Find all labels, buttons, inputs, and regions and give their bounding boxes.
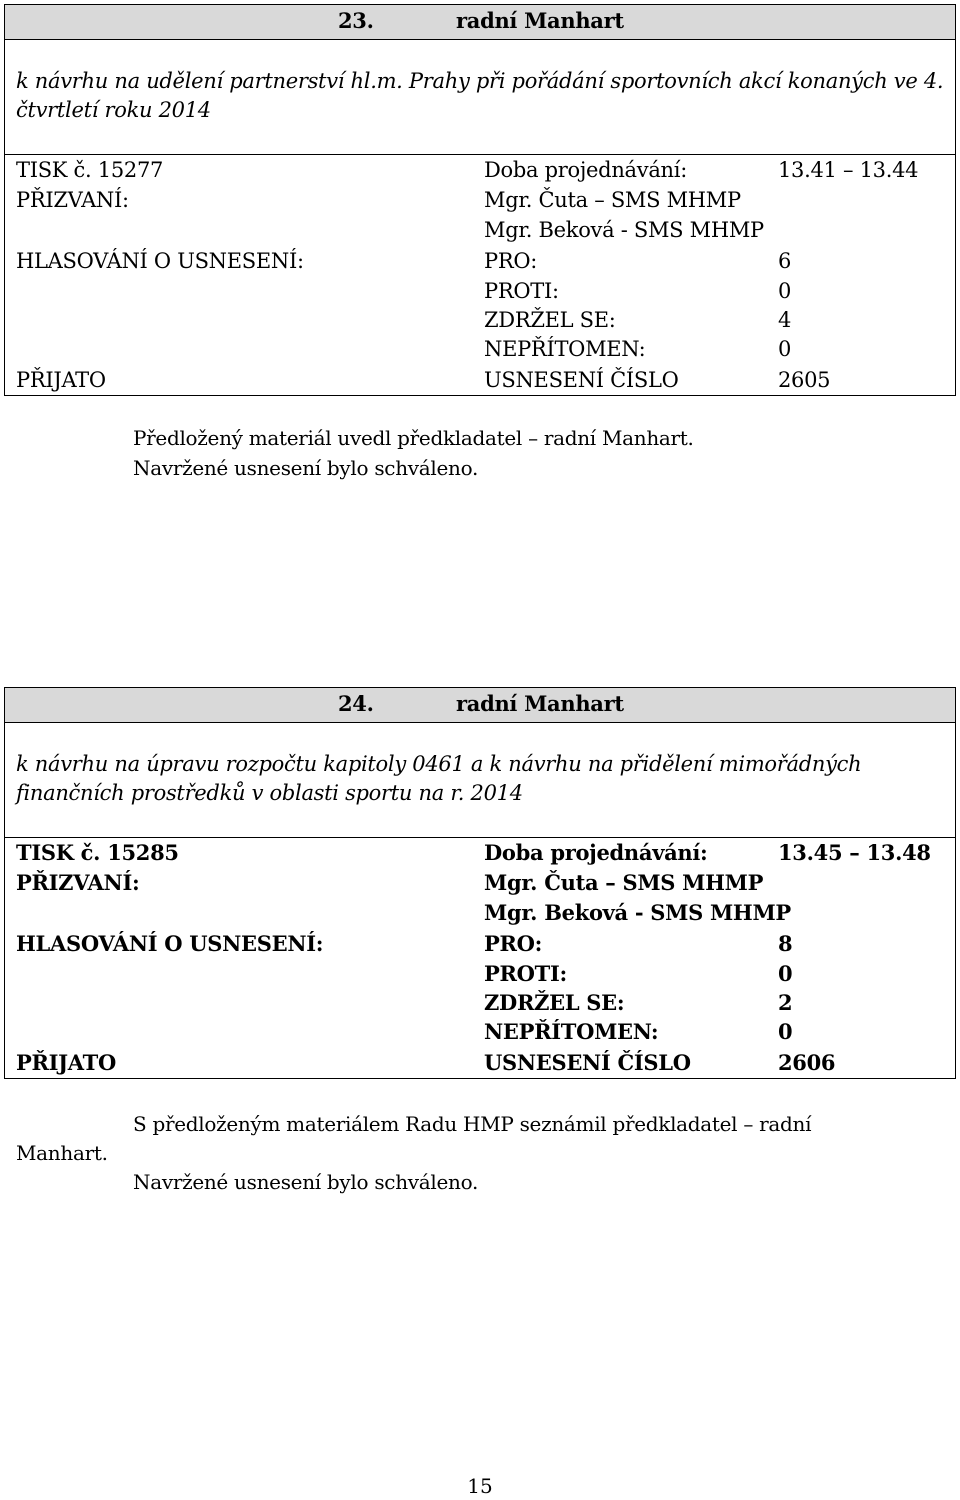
prizvani-person: Mgr. Beková - SMS MHMP <box>484 900 791 925</box>
vote-label-zdrzel: ZDRŽEL SE: <box>484 308 616 332</box>
tisk-number: TISK č. 15285 <box>16 840 179 865</box>
vote-value-nepritomen: 0 <box>778 1019 793 1044</box>
doba-label: Doba projednávání: <box>484 158 687 182</box>
vote-value-proti: 0 <box>778 961 793 986</box>
usneseni-number: 2606 <box>778 1050 836 1075</box>
usneseni-number: 2605 <box>778 368 831 392</box>
vote-label-nepritomen: NEPŘÍTOMEN: <box>484 1019 659 1044</box>
hlasovani-label: HLASOVÁNÍ O USNESENÍ: <box>16 249 304 273</box>
item-details-box <box>4 837 956 1079</box>
item-note-line: Navržené usnesení bylo schváleno. <box>133 456 479 480</box>
doba-label: Doba projednávání: <box>484 840 708 865</box>
prizvani-label: PŘIZVANÍ: <box>16 188 129 212</box>
item-number: 23. <box>338 8 374 33</box>
doba-value: 13.45 – 13.48 <box>778 840 931 865</box>
item-subject-line: finančních prostředků v oblasti sportu na r. 2014 <box>16 781 523 805</box>
item-subject-line: k návrhu na úpravu rozpočtu kapitoly 0461 a k návrhu na přidělení mimořádných <box>16 752 862 776</box>
item-subject-line: k návrhu na udělení partnerství hl.m. Prahy při pořádání sportovních akcí konaných ve 4. <box>16 69 944 93</box>
vote-label-proti: PROTI: <box>484 279 559 303</box>
vote-value-zdrzel: 4 <box>778 308 792 332</box>
item-subject-line: čtvrtletí roku 2014 <box>16 98 211 122</box>
item-presenter: radní Manhart <box>456 8 624 33</box>
vote-label-pro: PRO: <box>484 931 543 956</box>
vote-label-proti: PROTI: <box>484 961 567 986</box>
usneseni-label: USNESENÍ ČÍSLO <box>484 368 679 392</box>
item-note-line: Manhart. <box>16 1141 108 1165</box>
vote-label-nepritomen: NEPŘÍTOMEN: <box>484 337 646 361</box>
item-note-line: Předložený materiál uvedl předkladatel – radní Manhart. <box>133 426 694 450</box>
tisk-number: TISK č. 15277 <box>16 158 164 182</box>
vote-value-pro: 6 <box>778 249 792 273</box>
prizvani-person: Mgr. Beková - SMS MHMP <box>484 218 764 242</box>
item-note-line: S předloženým materiálem Radu HMP seznámil předkladatel – radní <box>133 1112 812 1136</box>
hlasovani-label: HLASOVÁNÍ O USNESENÍ: <box>16 931 324 956</box>
doba-value: 13.41 – 13.44 <box>778 158 919 182</box>
result-status: PŘIJATO <box>16 368 106 392</box>
item-note-line: Navržené usnesení bylo schváleno. <box>133 1170 479 1194</box>
item-number: 24. <box>338 691 374 716</box>
prizvani-label: PŘIZVANÍ: <box>16 870 140 895</box>
vote-value-pro: 8 <box>778 931 793 956</box>
vote-label-pro: PRO: <box>484 249 538 273</box>
agenda-item-23 <box>0 0 960 700</box>
item-details-box <box>4 154 956 396</box>
prizvani-person: Mgr. Čuta – SMS MHMP <box>484 188 741 212</box>
vote-value-proti: 0 <box>778 279 792 303</box>
prizvani-person: Mgr. Čuta – SMS MHMP <box>484 870 764 895</box>
usneseni-label: USNESENÍ ČÍSLO <box>484 1050 691 1075</box>
agenda-item-24 <box>0 683 960 1383</box>
item-presenter: radní Manhart <box>456 691 624 716</box>
result-status: PŘIJATO <box>16 1050 116 1075</box>
vote-value-nepritomen: 0 <box>778 337 792 361</box>
vote-label-zdrzel: ZDRŽEL SE: <box>484 990 625 1015</box>
page-number: 15 <box>467 1474 493 1498</box>
vote-value-zdrzel: 2 <box>778 990 793 1015</box>
